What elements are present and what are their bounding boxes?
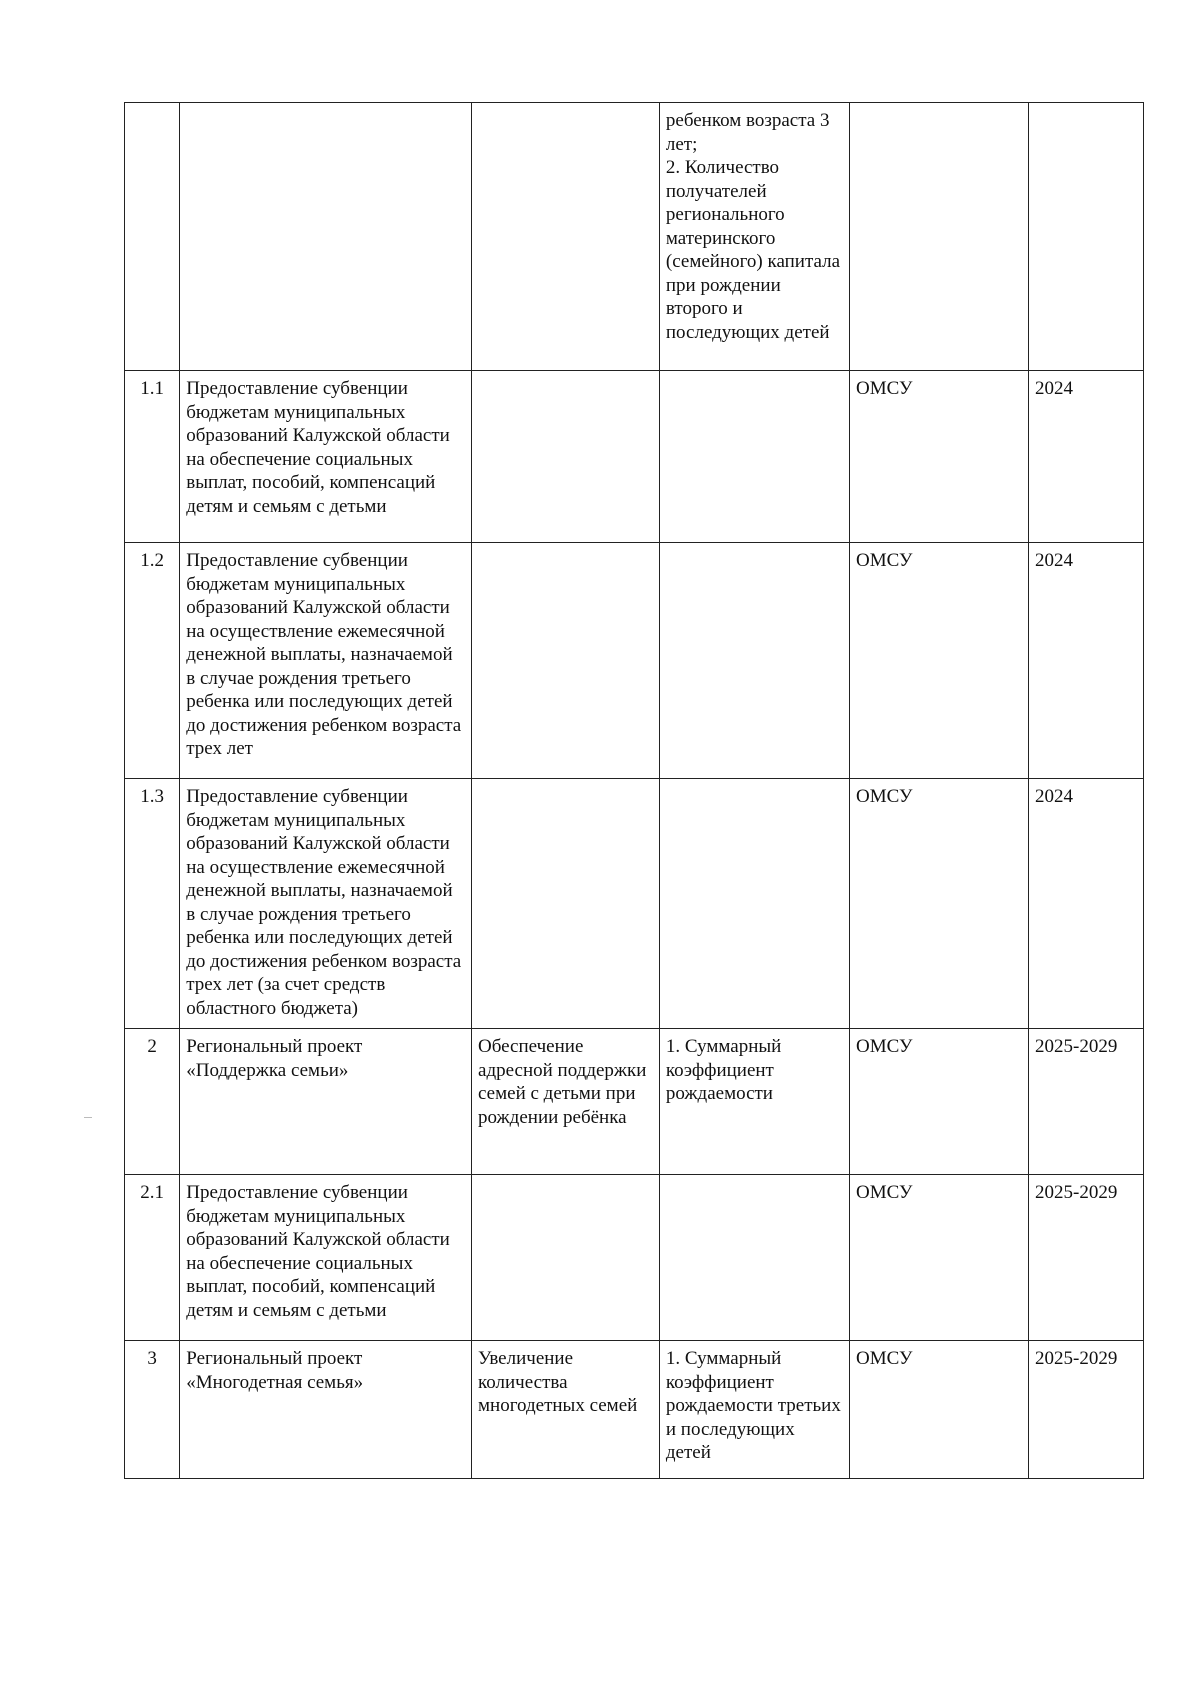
measure-indicator-cell xyxy=(659,1029,849,1175)
measure-goal-cell xyxy=(472,779,660,1029)
table-row xyxy=(125,371,1144,543)
row-number-cell xyxy=(125,779,180,1029)
measure-indicator: 1. Суммарный коэффициент рождаемости третьих и последующих детей xyxy=(665,1348,841,1463)
period: 2025-2029 xyxy=(1035,1036,1118,1057)
period-cell xyxy=(1029,779,1144,1029)
executor-cell xyxy=(849,1029,1028,1175)
row-number: 3 xyxy=(147,1348,157,1369)
measure-indicator-cell xyxy=(659,371,849,543)
period: 2025-2029 xyxy=(1035,1348,1118,1369)
measure-goal-cell xyxy=(472,371,660,543)
table-row xyxy=(125,779,1144,1029)
executor: ОМСУ xyxy=(855,786,913,807)
executor-cell xyxy=(849,371,1028,543)
period: 2024 xyxy=(1035,378,1074,399)
table-row xyxy=(125,1029,1144,1175)
period-cell xyxy=(1029,1029,1144,1175)
executor: ОМСУ xyxy=(855,550,913,571)
executor-cell xyxy=(849,543,1028,779)
table-row xyxy=(125,103,1144,371)
row-number-cell xyxy=(125,1175,180,1341)
row-number: 2 xyxy=(147,1036,157,1057)
measure-name-cell xyxy=(180,543,472,779)
executor-cell xyxy=(849,103,1028,371)
measure-goal: Увеличение количества многодетных семей xyxy=(478,1348,638,1416)
measure-name-cell xyxy=(180,1175,472,1341)
row-number-cell xyxy=(125,1029,180,1175)
measure-indicator-cell xyxy=(659,543,849,779)
executor: ОМСУ xyxy=(855,1036,913,1057)
executor: ОМСУ xyxy=(855,1182,913,1203)
measure-indicator-cell xyxy=(659,1175,849,1341)
measure-indicator-cell xyxy=(659,1341,849,1479)
measure-name: Предоставление субвенции бюджетам муниципальных образований Калужской области на осуществление ежемесячной денежной выплаты, назначаемой в случае рождения третьего ребенка или последующих детей до достижения ребенком возраста трех лет (за счет средств областного бюджета) xyxy=(186,786,462,1019)
measure-indicator: ребенком возраста 3 лет; 2. Количество получателей регионального материнского (семейного) капитала при рождении второго и последующих детей xyxy=(665,110,841,343)
row-number: 1.3 xyxy=(140,786,164,807)
measure-name: Предоставление субвенции бюджетам муниципальных образований Калужской области на осуществление ежемесячной денежной выплаты, назначаемой в случае рождения третьего ребенка или последующих детей до достижения ребенком возраста трех лет xyxy=(186,550,462,759)
row-number-cell xyxy=(125,371,180,543)
executor: ОМСУ xyxy=(855,378,913,399)
measure-name: Региональный проект «Многодетная семья» xyxy=(186,1348,364,1393)
margin-tick xyxy=(84,1117,92,1118)
executor-cell xyxy=(849,1175,1028,1341)
measures-table xyxy=(124,102,1144,1479)
measure-indicator-cell xyxy=(659,103,849,371)
period-cell xyxy=(1029,543,1144,779)
row-number: 1.1 xyxy=(140,378,164,399)
measure-name-cell xyxy=(180,371,472,543)
measure-name: Предоставление субвенции бюджетам муниципальных образований Калужской области на обеспечение социальных выплат, пособий, компенсаций детям и семьям с детьми xyxy=(186,1182,450,1321)
measure-name-cell xyxy=(180,1341,472,1479)
period: 2024 xyxy=(1035,786,1074,807)
row-number: 2.1 xyxy=(140,1182,164,1203)
measure-name: Региональный проект «Поддержка семьи» xyxy=(186,1036,363,1081)
period: 2024 xyxy=(1035,550,1074,571)
measure-indicator: 1. Суммарный коэффициент рождаемости xyxy=(665,1036,782,1104)
period-cell xyxy=(1029,1175,1144,1341)
row-number-cell xyxy=(125,103,180,371)
period-cell xyxy=(1029,103,1144,371)
table-body xyxy=(125,103,1144,1479)
measure-goal-cell xyxy=(472,1029,660,1175)
table-row xyxy=(125,1341,1144,1479)
table-row xyxy=(125,543,1144,779)
table-row xyxy=(125,1175,1144,1341)
measure-name: Предоставление субвенции бюджетам муниципальных образований Калужской области на обеспечение социальных выплат, пособий, компенсаций детям и семьям с детьми xyxy=(186,378,450,517)
measure-name-cell xyxy=(180,103,472,371)
executor-cell xyxy=(849,1341,1028,1479)
measure-goal: Обеспечение адресной поддержки семей с детьми при рождении ребёнка xyxy=(478,1036,647,1128)
measure-goal-cell xyxy=(472,103,660,371)
measure-goal-cell xyxy=(472,1175,660,1341)
measure-goal-cell xyxy=(472,1341,660,1479)
row-number-cell xyxy=(125,1341,180,1479)
period-cell xyxy=(1029,371,1144,543)
period: 2025-2029 xyxy=(1035,1182,1118,1203)
measure-name-cell xyxy=(180,779,472,1029)
measure-goal-cell xyxy=(472,543,660,779)
measure-name-cell xyxy=(180,1029,472,1175)
executor: ОМСУ xyxy=(855,1348,913,1369)
measure-indicator-cell xyxy=(659,779,849,1029)
executor-cell xyxy=(849,779,1028,1029)
period-cell xyxy=(1029,1341,1144,1479)
row-number-cell xyxy=(125,543,180,779)
row-number: 1.2 xyxy=(140,550,164,571)
